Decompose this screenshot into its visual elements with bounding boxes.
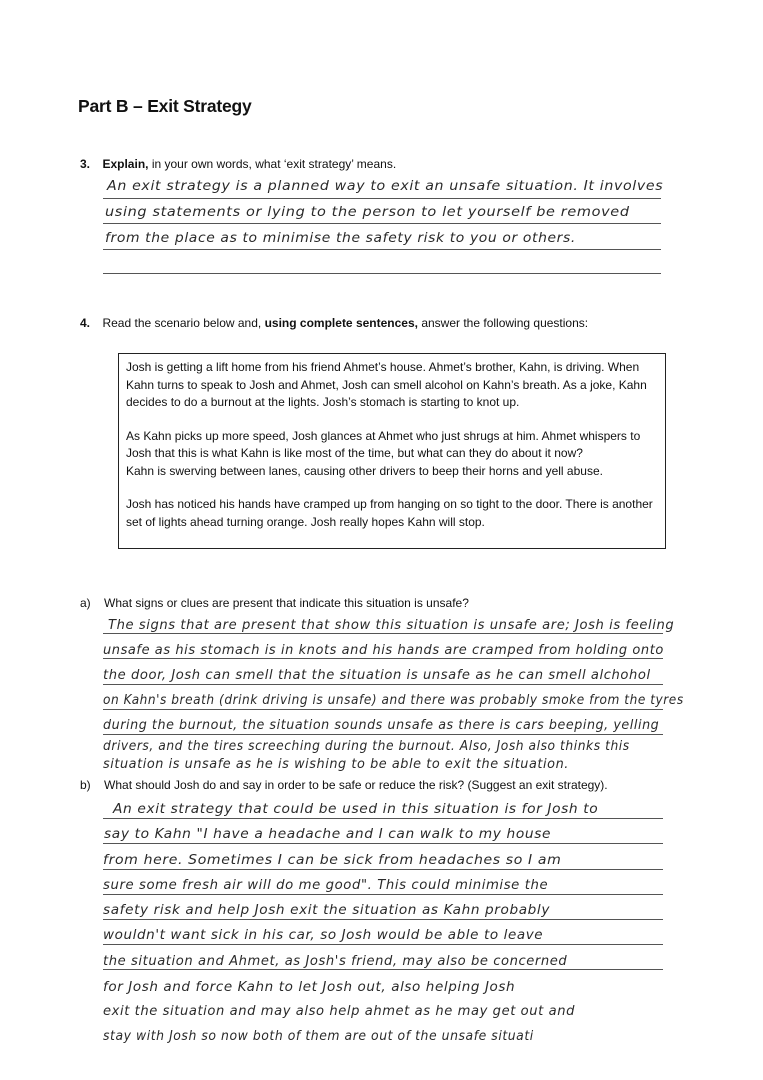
answer-rule [103,894,663,895]
answer-rule [103,684,663,685]
question-a [80,596,469,610]
answer-rule [103,734,663,735]
question-b [80,778,608,792]
question-4-pre: Read the scenario below and, [102,316,262,330]
answer-rule [103,919,663,920]
answer-rule [103,869,663,870]
handwritten-answer-line: An exit strategy is a planned way to exit an unsafe situation. It involves [107,178,664,194]
handwritten-answer-line: safety risk and help Josh exit the situation as Kahn probably [103,902,551,918]
answer-rule [103,273,661,274]
answer-rule [103,658,663,659]
question-4 [80,314,588,332]
handwritten-answer-line: from the place as to minimise the safety risk to you or others. [105,230,576,246]
handwritten-answer-line: An exit strategy that could be used in this situation is for Josh to [113,801,599,817]
question-a-label: a) [80,596,91,610]
scenario-paragraph: Josh is getting a lift home from his friend Ahmet’s house. Ahmet’s brother, Kahn, is driving. When Kahn turns to speak to Josh and Ahmet, Josh can smell alcohol on Kahn’s breath. As a joke, Kahn decides to do a burnout at the lights. Josh’s stomach is starting to knot up. [126,360,647,409]
handwritten-answer-line: drivers, and the tires screeching during the burnout. Also, Josh also thinks this [103,738,630,754]
answer-rule [103,223,661,224]
handwritten-answer-line: the situation and Ahmet, as Josh's friend, may also be concerned [103,953,568,969]
answer-rule [103,249,661,250]
answer-rule [103,709,663,710]
scenario-paragraph: Kahn is swerving between lanes, causing other drivers to beep their horns and yell abuse. [126,463,603,478]
answer-rule [103,944,663,945]
handwritten-answer-line: sure some fresh air will do me good". This could minimise the [103,877,549,893]
handwritten-answer-line: from here. Sometimes I can be sick from headaches so I am [103,852,562,868]
section-title: Part B – Exit Strategy [78,96,252,116]
handwritten-answer-line: during the burnout, the situation sounds unsafe as there is cars beeping, yelling [103,717,660,733]
handwritten-answer-line: using statements or lying to the person to let yourself be removed [105,204,630,220]
question-3 [80,155,396,173]
scenario-paragraph: Josh has noticed his hands have cramped up from hanging on so tight to the door. There is another set of lights ahead turning orange. Josh really hopes Kahn will stop. [126,497,653,529]
question-b-label: b) [80,778,91,792]
handwritten-answer-line: the door, Josh can smell that the situation is unsafe as he can smell alchohol [103,667,651,683]
handwritten-answer-line: situation is unsafe as he is wishing to be able to exit the situation. [103,756,569,772]
answer-rule [103,843,663,844]
handwritten-answer-line: on Kahn's breath (drink driving is unsafe) and there was probably smoke from the tyres [103,692,684,708]
handwritten-answer-line: say to Kahn "I have a headache and I can walk to my house [104,826,552,842]
handwritten-answer-line: stay with Josh so now both of them are out of the unsafe situati [103,1028,534,1044]
question-4-post: answer the following questions: [421,316,589,330]
question-3-number: 3. [80,157,91,171]
answer-rule [103,969,663,970]
handwritten-answer-line: wouldn't want sick in his car, so Josh would be able to leave [103,927,544,943]
question-4-bold: using complete sentences, [264,316,418,330]
question-3-text: in your own words, what ‘exit strategy’ means. [151,157,397,171]
answer-rule [103,818,663,819]
question-3-bold: Explain, [102,157,149,171]
handwritten-answer-line: for Josh and force Kahn to let Josh out, also helping Josh [103,979,516,995]
answer-rule [103,633,663,634]
scenario-paragraph: As Kahn picks up more speed, Josh glances at Ahmet who just shrugs at him. Ahmet whispers to Josh that this is what Kahn is like most of the time, but what can they do about it now? [126,428,641,460]
handwritten-answer-line: exit the situation and may also help ahmet as he may get out and [103,1003,575,1019]
question-4-number: 4. [80,316,91,330]
handwritten-answer-line: unsafe as his stomach is in knots and his hands are cramped from holding onto [103,642,664,658]
handwritten-answer-line: The signs that are present that show this situation is unsafe are; Josh is feeling [108,617,675,633]
answer-rule [103,198,661,199]
scenario-box [118,353,666,549]
question-a-text: What signs or clues are present that indicate this situation is unsafe? [104,596,469,610]
question-b-text: What should Josh do and say in order to be safe or reduce the risk? (Suggest an exit strategy). [104,778,608,792]
